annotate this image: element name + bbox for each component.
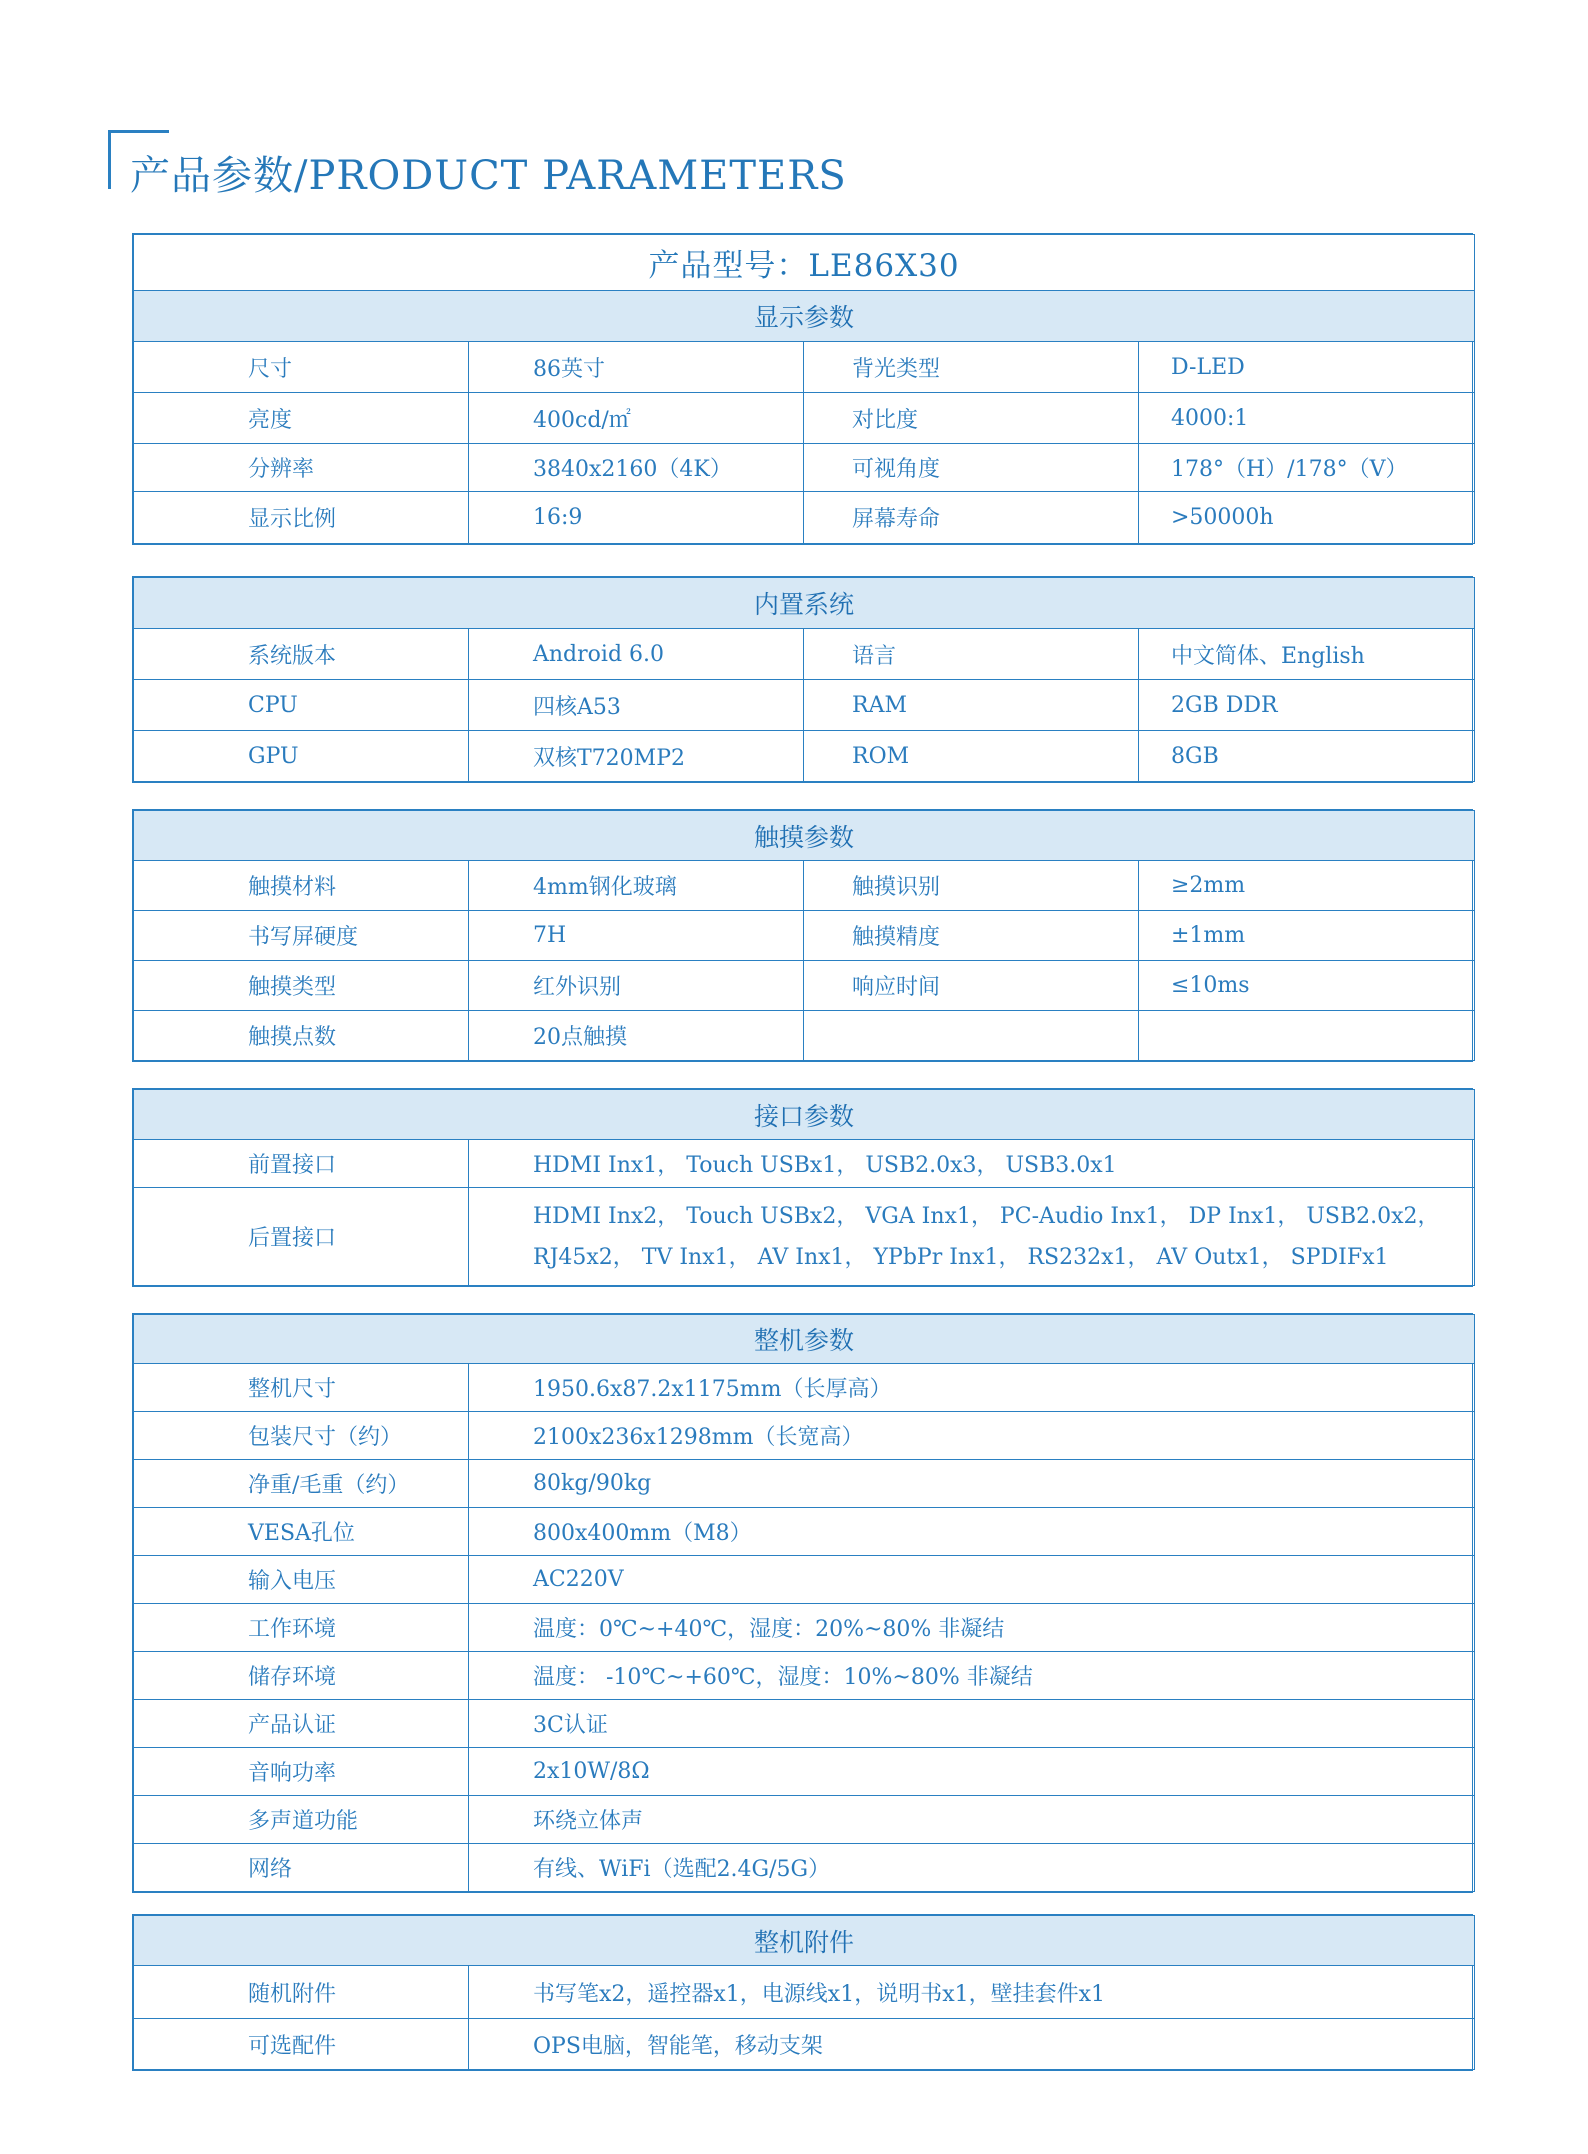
param-value: 2100x236x1298mm（长宽高） xyxy=(469,1412,1475,1460)
param-label: 对比度 xyxy=(804,393,1139,444)
table-row xyxy=(134,680,1475,731)
accessories-table xyxy=(133,1915,1475,2070)
table-row xyxy=(134,492,1475,544)
interface-header: 接口参数 xyxy=(134,1090,1475,1140)
table-row xyxy=(134,1508,1475,1556)
rear-ports-line-2: RJ45x2， TV Inx1， AV Inx1， YPbPr Inx1， RS232x1， AV Outx1， SPDIFx1 xyxy=(533,1244,1389,1270)
touch-table xyxy=(133,810,1475,1061)
section-header-row xyxy=(134,811,1475,861)
table-row xyxy=(134,1748,1475,1796)
param-label: 前置接口 xyxy=(134,1140,469,1188)
param-value: 温度：0℃~+40℃，湿度：20%~80% 非凝结 xyxy=(469,1604,1475,1652)
param-label: 尺寸 xyxy=(134,342,469,393)
param-value: 红外识别 xyxy=(469,961,804,1011)
param-label: 语言 xyxy=(804,629,1139,680)
param-value: 双核T720MP2 xyxy=(469,731,804,782)
machine-header: 整机参数 xyxy=(134,1315,1475,1364)
param-value: 80kg/90kg xyxy=(469,1460,1475,1508)
section-header-row xyxy=(134,1916,1475,1966)
param-label: 亮度 xyxy=(134,393,469,444)
param-label: 可视角度 xyxy=(804,444,1139,492)
table-row xyxy=(134,1796,1475,1844)
section-header-row xyxy=(134,291,1475,342)
table-row xyxy=(134,1844,1475,1892)
param-value: 20点触摸 xyxy=(469,1011,804,1061)
table-row xyxy=(134,1460,1475,1508)
param-label: 触摸识别 xyxy=(804,861,1139,911)
section-header-row xyxy=(134,1315,1475,1364)
table-row xyxy=(134,629,1475,680)
param-value: 4000:1 xyxy=(1139,393,1475,444)
param-value: 7H xyxy=(469,911,804,961)
param-label: 触摸类型 xyxy=(134,961,469,1011)
display-header: 显示参数 xyxy=(134,291,1475,342)
section-header-row xyxy=(134,1090,1475,1140)
table-row xyxy=(134,342,1475,393)
param-value: 书写笔x2，遥控器x1，电源线x1，说明书x1，壁挂套件x1 xyxy=(469,1966,1475,2019)
param-value xyxy=(1139,1011,1475,1061)
param-label: 触摸点数 xyxy=(134,1011,469,1061)
table-row xyxy=(134,1140,1475,1188)
param-label: 背光类型 xyxy=(804,342,1139,393)
param-value xyxy=(469,1188,1475,1286)
param-value: 178°（H）/178°（V） xyxy=(1139,444,1475,492)
system-table xyxy=(133,577,1475,782)
table-row xyxy=(134,861,1475,911)
param-value: HDMI Inx1， Touch USBx1， USB2.0x3， USB3.0x1 xyxy=(469,1140,1475,1188)
rear-ports-line-1: HDMI Inx2， Touch USBx2， VGA Inx1， PC-Audio Inx1， DP Inx1， USB2.0x2， xyxy=(533,1203,1440,1229)
param-label: 系统版本 xyxy=(134,629,469,680)
param-value: 四核A53 xyxy=(469,680,804,731)
touch-section xyxy=(132,809,1473,1062)
table-row xyxy=(134,1604,1475,1652)
param-value: 16:9 xyxy=(469,492,804,544)
param-value: 中文简体、English xyxy=(1139,629,1475,680)
machine-section xyxy=(132,1313,1473,1893)
param-label: 工作环境 xyxy=(134,1604,469,1652)
param-label: ROM xyxy=(804,731,1139,782)
param-label: 后置接口 xyxy=(134,1188,469,1286)
param-label: 整机尺寸 xyxy=(134,1364,469,1412)
param-label xyxy=(804,1011,1139,1061)
param-label: 分辨率 xyxy=(134,444,469,492)
table-row xyxy=(134,444,1475,492)
param-label: VESA孔位 xyxy=(134,1508,469,1556)
param-value: ≥2mm xyxy=(1139,861,1475,911)
param-label: 响应时间 xyxy=(804,961,1139,1011)
param-label: 网络 xyxy=(134,1844,469,1892)
table-row xyxy=(134,1412,1475,1460)
param-label: 书写屏硬度 xyxy=(134,911,469,961)
param-value: ≤10ms xyxy=(1139,961,1475,1011)
param-label: 输入电压 xyxy=(134,1556,469,1604)
param-value: 有线、WiFi（选配2.4G/5G） xyxy=(469,1844,1475,1892)
table-row xyxy=(134,911,1475,961)
model-row xyxy=(134,235,1475,291)
param-label: 净重/毛重（约） xyxy=(134,1460,469,1508)
param-label: 储存环境 xyxy=(134,1652,469,1700)
display-section xyxy=(132,233,1473,545)
machine-table xyxy=(133,1314,1475,1892)
param-value: OPS电脑，智能笔，移动支架 xyxy=(469,2019,1475,2070)
table-row xyxy=(134,731,1475,782)
display-table xyxy=(133,234,1475,544)
param-label: 显示比例 xyxy=(134,492,469,544)
param-value: AC220V xyxy=(469,1556,1475,1604)
interface-table xyxy=(133,1089,1475,1286)
touch-header: 触摸参数 xyxy=(134,811,1475,861)
table-row xyxy=(134,2019,1475,2070)
param-value: 2x10W/8Ω xyxy=(469,1748,1475,1796)
param-value: D-LED xyxy=(1139,342,1475,393)
param-label: 可选配件 xyxy=(134,2019,469,2070)
table-row xyxy=(134,1556,1475,1604)
param-label: 包装尺寸（约） xyxy=(134,1412,469,1460)
table-row xyxy=(134,1652,1475,1700)
param-value: 1950.6x87.2x1175mm（长厚高） xyxy=(469,1364,1475,1412)
model-name: 产品型号：LE86X30 xyxy=(134,235,1475,291)
table-row xyxy=(134,961,1475,1011)
accessories-section xyxy=(132,1914,1473,2071)
table-row xyxy=(134,1966,1475,2019)
param-value: 400cd/㎡ xyxy=(469,393,804,444)
param-label: 触摸材料 xyxy=(134,861,469,911)
param-value: 800x400mm（M8） xyxy=(469,1508,1475,1556)
system-section xyxy=(132,576,1473,783)
page-title: 产品参数/PRODUCT PARAMETERS xyxy=(130,153,847,199)
param-label: 随机附件 xyxy=(134,1966,469,2019)
param-label: 多声道功能 xyxy=(134,1796,469,1844)
table-row xyxy=(134,1364,1475,1412)
param-label: 产品认证 xyxy=(134,1700,469,1748)
param-value: 3840x2160（4K） xyxy=(469,444,804,492)
table-row xyxy=(134,1011,1475,1061)
table-row xyxy=(134,1700,1475,1748)
param-value: ±1mm xyxy=(1139,911,1475,961)
table-row xyxy=(134,393,1475,444)
interface-section xyxy=(132,1088,1473,1287)
param-label: 触摸精度 xyxy=(804,911,1139,961)
param-value: 4mm钢化玻璃 xyxy=(469,861,804,911)
table-row xyxy=(134,1188,1475,1286)
param-label: 音响功率 xyxy=(134,1748,469,1796)
param-value: 8GB xyxy=(1139,731,1475,782)
param-label: 屏幕寿命 xyxy=(804,492,1139,544)
param-value: 86英寸 xyxy=(469,342,804,393)
param-value: Android 6.0 xyxy=(469,629,804,680)
param-value: >50000h xyxy=(1139,492,1475,544)
param-value: 3C认证 xyxy=(469,1700,1475,1748)
param-label: GPU xyxy=(134,731,469,782)
system-header: 内置系统 xyxy=(134,578,1475,629)
param-value: 2GB DDR xyxy=(1139,680,1475,731)
param-value: 温度： -10℃~+60℃，湿度：10%~80% 非凝结 xyxy=(469,1652,1475,1700)
param-value: 环绕立体声 xyxy=(469,1796,1475,1844)
accessories-header: 整机附件 xyxy=(134,1916,1475,1966)
section-header-row xyxy=(134,578,1475,629)
param-label: CPU xyxy=(134,680,469,731)
param-label: RAM xyxy=(804,680,1139,731)
